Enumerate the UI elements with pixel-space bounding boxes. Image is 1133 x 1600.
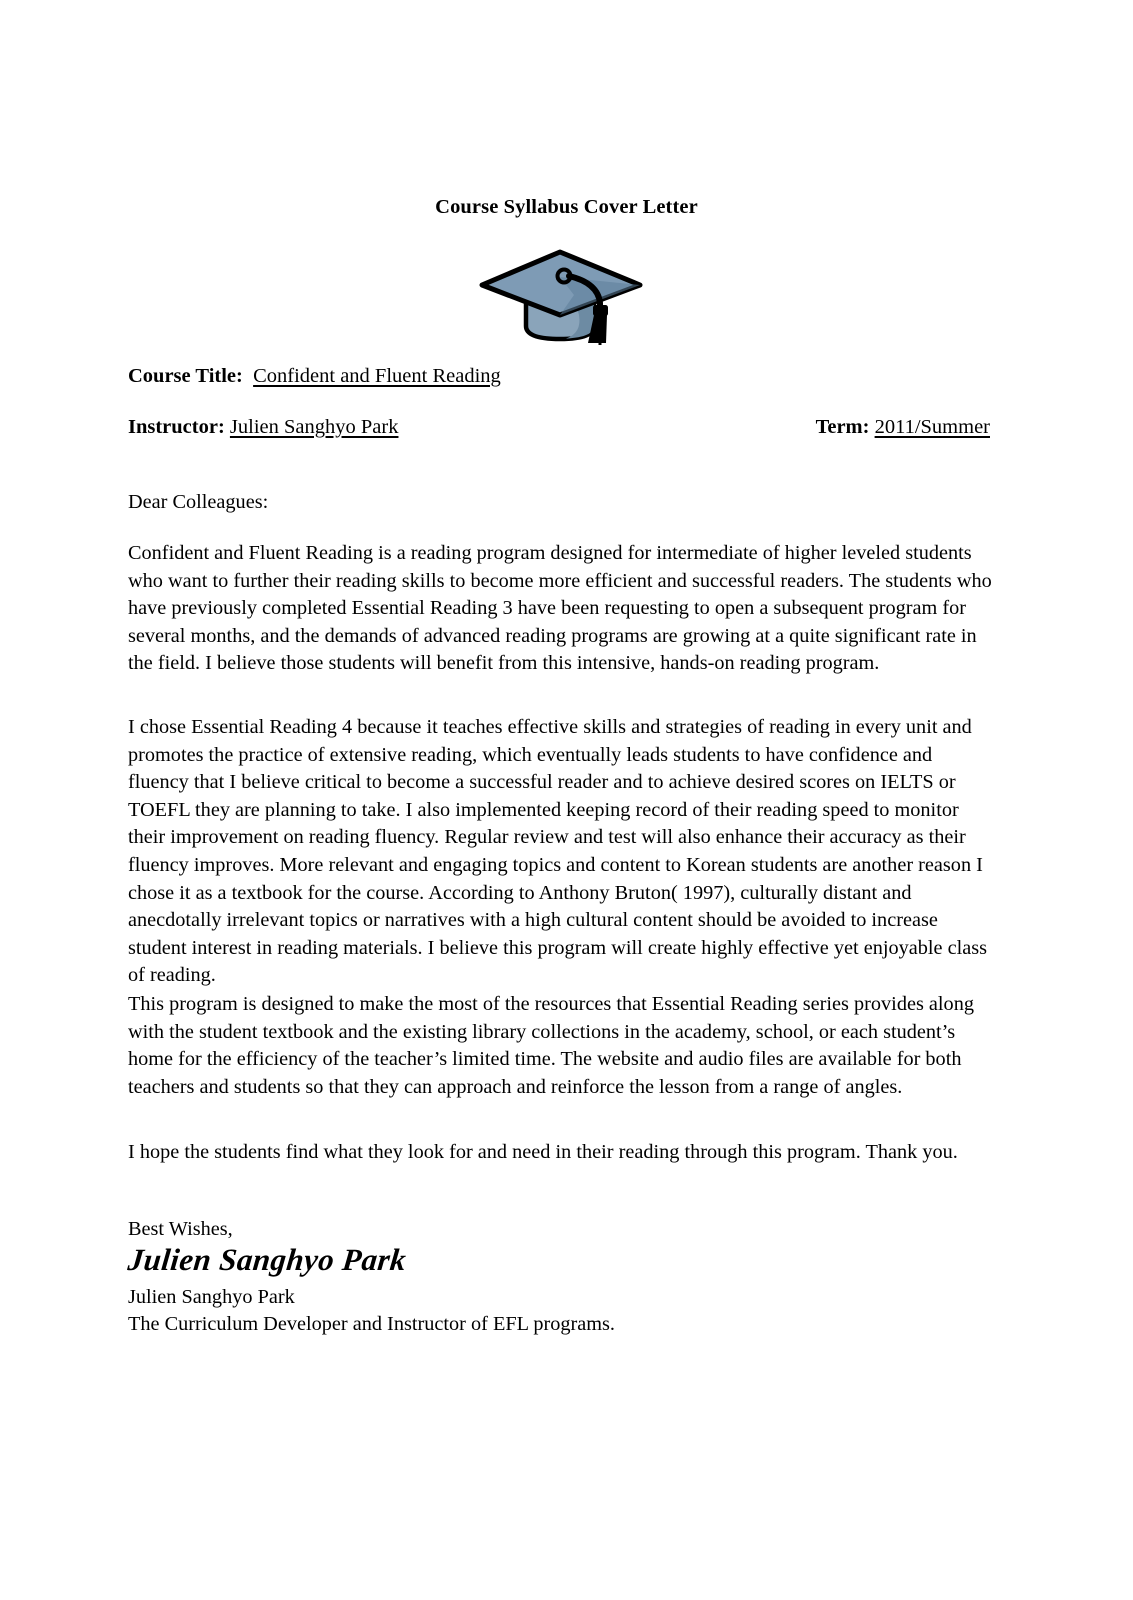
instructor-value: Julien Sanghyo Park xyxy=(229,416,399,438)
closing-salutation: Best Wishes, xyxy=(128,1218,233,1240)
term-label: Term: xyxy=(815,416,870,438)
course-title-label: Course Title: xyxy=(128,365,243,387)
signature-script: Julien Sanghyo Park xyxy=(126,1242,408,1277)
graduation-cap-icon xyxy=(474,243,646,348)
term-group xyxy=(816,417,990,438)
instructor-label: Instructor: xyxy=(128,416,225,438)
course-title-value: Confident and Fluent Reading xyxy=(253,365,501,387)
signature-role: The Curriculum Developer and Instructor of EFL programs. xyxy=(128,1313,615,1335)
body-paragraph: Confident and Fluent Reading is a reading program designed for intermediate of higher leveled students who want to further their reading skills to become more efficient and successful readers. The students who have previously completed Essential Reading 3 have been requesting to open a subsequent program for several months, and the demands of advanced reading programs are growing at a quite significant rate in the field. I believe those students will benefit from this intensive, hands-on reading program. xyxy=(128,542,992,675)
body-paragraph: I hope the students find what they look for and need in their reading through this program. Thank you. xyxy=(128,1141,958,1163)
page-title: Course Syllabus Cover Letter xyxy=(435,196,698,218)
body-paragraph: This program is designed to make the most of the resources that Essential Reading series provides along with the student textbook and the existing library collections in the academy, school, or each student’s home for the efficiency of the teacher’s limited time. The website and audio files are available for both teachers and students so that they can approach and reinforce the lesson from a range of angles. xyxy=(128,993,974,1098)
course-title-row xyxy=(128,366,501,387)
salutation: Dear Colleagues: xyxy=(128,491,269,513)
body-paragraph: I chose Essential Reading 4 because it teaches effective skills and strategies of reading in every unit and promotes the practice of extensive reading, which eventually leads students to have confidence and fluency that I believe critical to become a successful reader and to achieve desired scores on IELTS or TOEFL they are planning to take. I also implemented keeping record of their reading speed to monitor their improvement on reading fluency. Regular review and test will also enhance their accuracy as their fluency improves. More relevant and engaging topics and content to Korean students are another reason I chose it as a textbook for the course. According to Anthony Bruton( 1997), culturally distant and anecdotally irrelevant topics or narratives with a high cultural content should be avoided to increase student interest in reading materials. I believe this program will create highly effective yet enjoyable class of reading. xyxy=(128,716,988,987)
signature-name: Julien Sanghyo Park xyxy=(128,1286,295,1308)
term-value: 2011/Summer xyxy=(874,416,990,438)
instructor-term-row xyxy=(128,417,990,438)
